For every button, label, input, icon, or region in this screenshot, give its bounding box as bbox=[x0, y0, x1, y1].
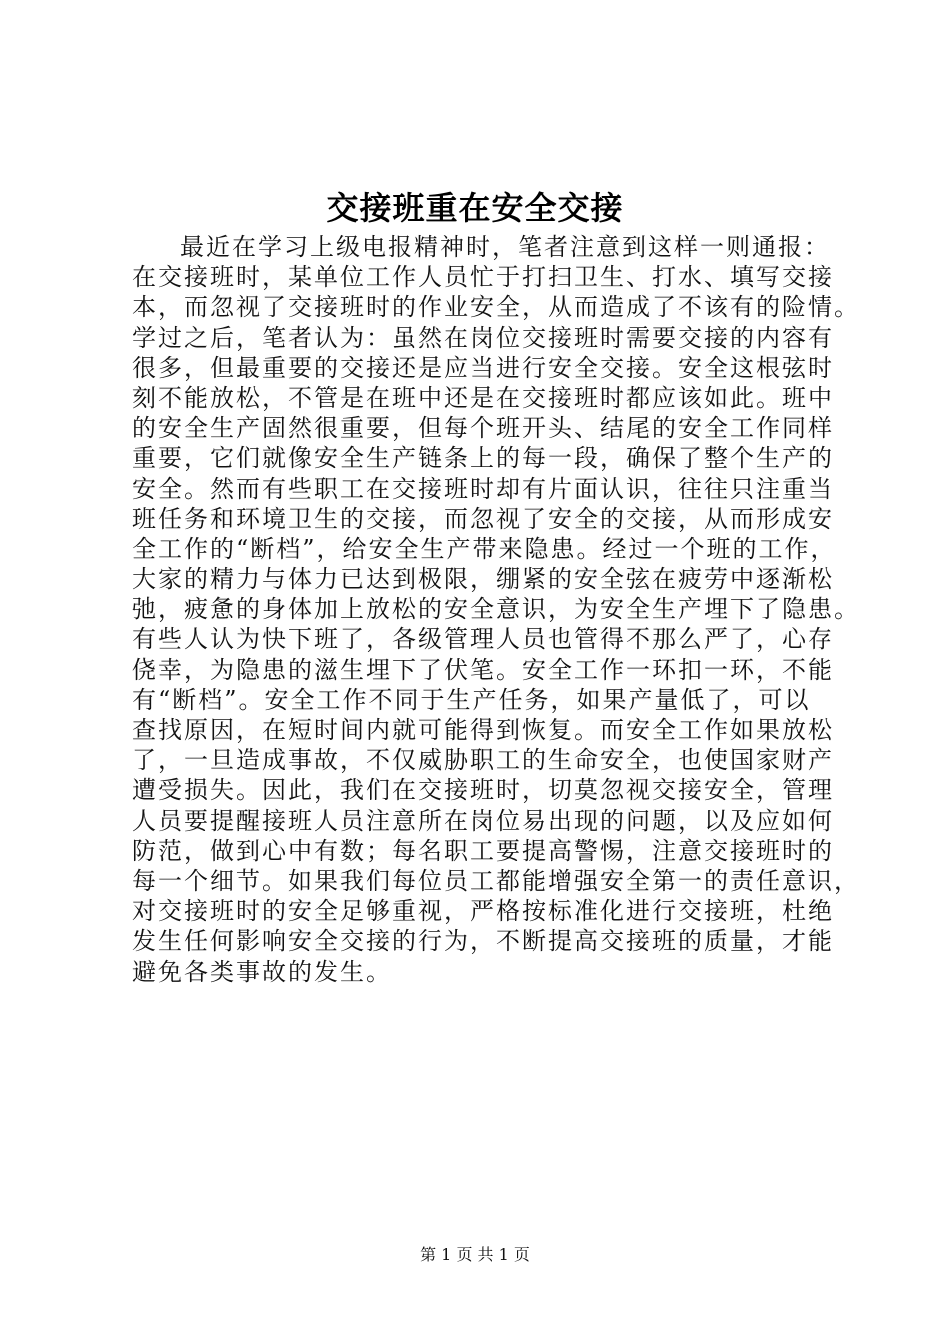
body-line: 防范，做到心中有数；每名职工要提高警惕，注意交接班时的 bbox=[132, 836, 834, 865]
body-line: 查找原因，在短时间内就可能得到恢复。而安全工作如果放松 bbox=[132, 716, 834, 744]
body-line: 最近在学习上级电报精神时，笔者注意到这样一则通报： bbox=[180, 233, 830, 261]
body-line: 重要，它们就像安全生产链条上的每一段，确保了整个生产的 bbox=[132, 444, 834, 473]
body-line: 在交接班时，某单位工作人员忙于打扫卫生、打水、填写交接 bbox=[132, 263, 834, 292]
body-line: 避免各类事故的发生。 bbox=[132, 957, 392, 986]
body-line: 全工作的“断档”，给安全生产带来隐患。经过一个班的工作， bbox=[132, 534, 837, 563]
body-line: 对交接班时的安全足够重视，严格按标准化进行交接班，杜绝 bbox=[132, 897, 834, 926]
page-footer: 第 1 页 共 1 页 bbox=[420, 1245, 530, 1264]
document-title: 交接班重在安全交接 bbox=[326, 189, 624, 227]
body-line: 了，一旦造成事故，不仅威胁职工的生命安全，也使国家财产 bbox=[132, 746, 834, 775]
body-line: 学过之后，笔者认为：虽然在岗位交接班时需要交接的内容有 bbox=[132, 323, 834, 352]
body-line: 刻不能放松，不管是在班中还是在交接班时都应该如此。班中 bbox=[132, 383, 834, 412]
body-line: 发生任何影响安全交接的行为，不断提高交接班的质量，才能 bbox=[132, 927, 834, 956]
body-line: 大家的精力与体力已达到极限，绷紧的安全弦在疲劳中逐渐松 bbox=[132, 565, 834, 594]
body-line: 安全。然而有些职工在交接班时却有片面认识，往往只注重当 bbox=[132, 474, 834, 503]
body-line: 弛，疲惫的身体加上放松的安全意识，为安全生产埋下了隐患。 bbox=[132, 595, 860, 624]
body-line: 每一个细节。如果我们每位员工都能增强安全第一的责任意识， bbox=[132, 866, 860, 895]
body-line: 人员要提醒接班人员注意所在岗位易出现的问题，以及应如何 bbox=[132, 806, 834, 835]
body-line: 很多，但最重要的交接还是应当进行安全交接。安全这根弦时 bbox=[132, 353, 834, 382]
body-line: 班任务和环境卫生的交接，而忽视了安全的交接，从而形成安 bbox=[132, 504, 834, 533]
body-line: 有些人认为快下班了，各级管理人员也管得不那么严了，心存 bbox=[132, 625, 834, 654]
body-line: 遭受损失。因此，我们在交接班时，切莫忽视交接安全，管理 bbox=[132, 776, 834, 805]
body-line: 侥幸，为隐患的滋生埋下了伏笔。安全工作一环扣一环，不能 bbox=[132, 655, 834, 684]
article-body bbox=[132, 232, 860, 987]
body-line: 本，而忽视了交接班时的作业安全，从而造成了不该有的险情。 bbox=[132, 293, 860, 322]
body-line: 有“断档”。安全工作不同于生产任务，如果产量低了，可以 bbox=[132, 685, 811, 714]
body-line: 的安全生产固然很重要，但每个班开头、结尾的安全工作同样 bbox=[132, 414, 834, 443]
